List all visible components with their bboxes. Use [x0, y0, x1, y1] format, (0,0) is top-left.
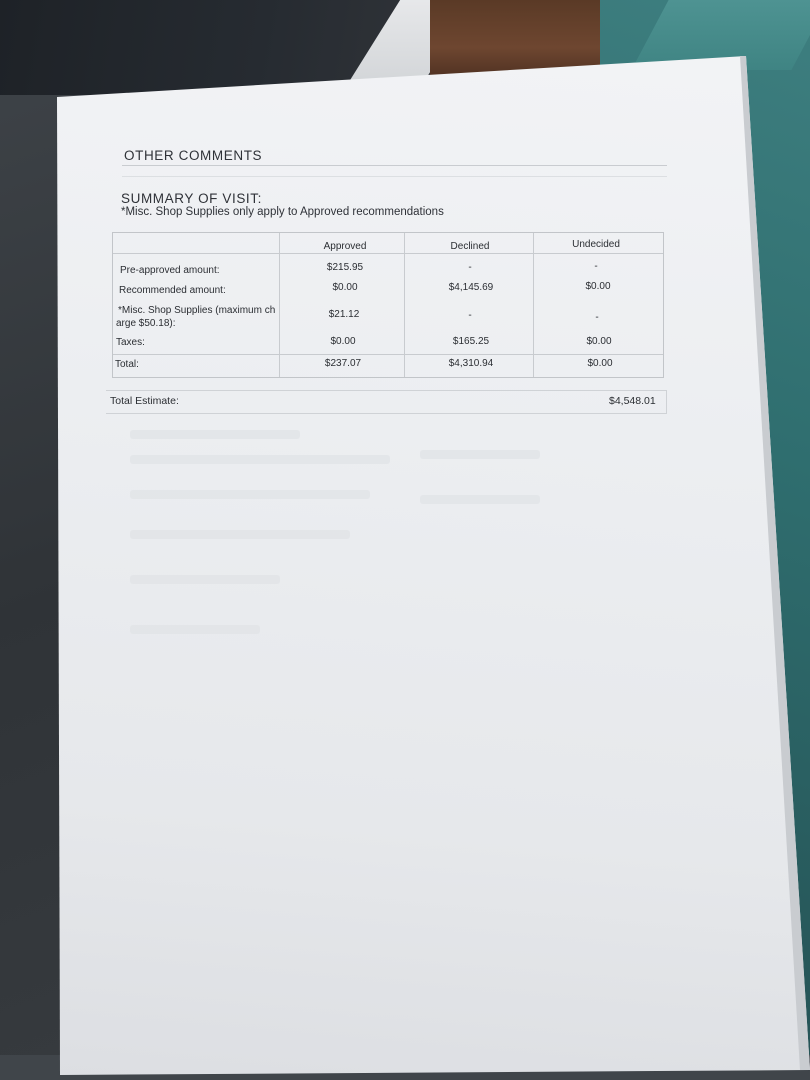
total-estimate-label: Total Estimate:: [110, 395, 179, 407]
table-total-rule: [113, 354, 663, 355]
table-divider: [404, 233, 405, 377]
column-header-undecided: Undecided: [572, 239, 620, 250]
column-header-approved: Approved: [323, 241, 367, 252]
total-approved: $237.07: [324, 358, 362, 369]
total-undecided: $0.00: [587, 358, 613, 369]
pre-approved-approved: $215.95: [326, 262, 364, 273]
misc-supplies-undecided: -: [595, 312, 599, 323]
recommended-declined: $4,145.69: [448, 282, 494, 293]
pre-approved-declined: -: [468, 262, 472, 273]
row-label-pre-approved: Pre-approved amount:: [120, 265, 220, 276]
total-estimate-box: [106, 390, 667, 414]
table-header-rule: [113, 253, 663, 254]
show-through-text: [420, 495, 540, 504]
row-label-recommended: Recommended amount:: [119, 285, 226, 296]
show-through-text: [130, 575, 280, 584]
show-through-text: [130, 430, 300, 439]
row-label-misc-shop-supplies: *Misc. Shop Supplies (maximum ch: [118, 305, 276, 316]
show-through-text: [130, 625, 260, 634]
row-label-taxes: Taxes:: [116, 337, 145, 348]
summary-heading: SUMMARY OF VISIT:: [121, 191, 262, 206]
row-label-total: Total:: [115, 359, 139, 370]
recommended-undecided: $0.00: [585, 281, 611, 292]
taxes-declined: $165.25: [452, 336, 490, 347]
recommended-approved: $0.00: [332, 282, 358, 293]
table-divider: [533, 233, 534, 377]
total-declined: $4,310.94: [448, 358, 494, 369]
show-through-text: [130, 455, 390, 464]
misc-supplies-approved: $21.12: [328, 309, 360, 320]
show-through-text: [130, 490, 370, 499]
comments-rule: [122, 165, 667, 166]
show-through-text: [130, 530, 350, 539]
table-divider: [279, 233, 280, 377]
other-comments-heading: OTHER COMMENTS: [124, 148, 263, 163]
row-label-misc-shop-supplies-cont: arge $50.18):: [116, 318, 176, 329]
misc-supplies-declined: -: [468, 310, 472, 321]
column-header-declined: Declined: [450, 241, 490, 252]
pre-approved-undecided: -: [594, 261, 598, 272]
show-through-text: [420, 450, 540, 459]
taxes-undecided: $0.00: [586, 336, 612, 347]
summary-note: *Misc. Shop Supplies only apply to Approved recommendations: [121, 206, 444, 218]
taxes-approved: $0.00: [330, 336, 356, 347]
total-estimate-value: $4,548.01: [609, 395, 656, 407]
comments-rule-lower: [122, 176, 667, 177]
